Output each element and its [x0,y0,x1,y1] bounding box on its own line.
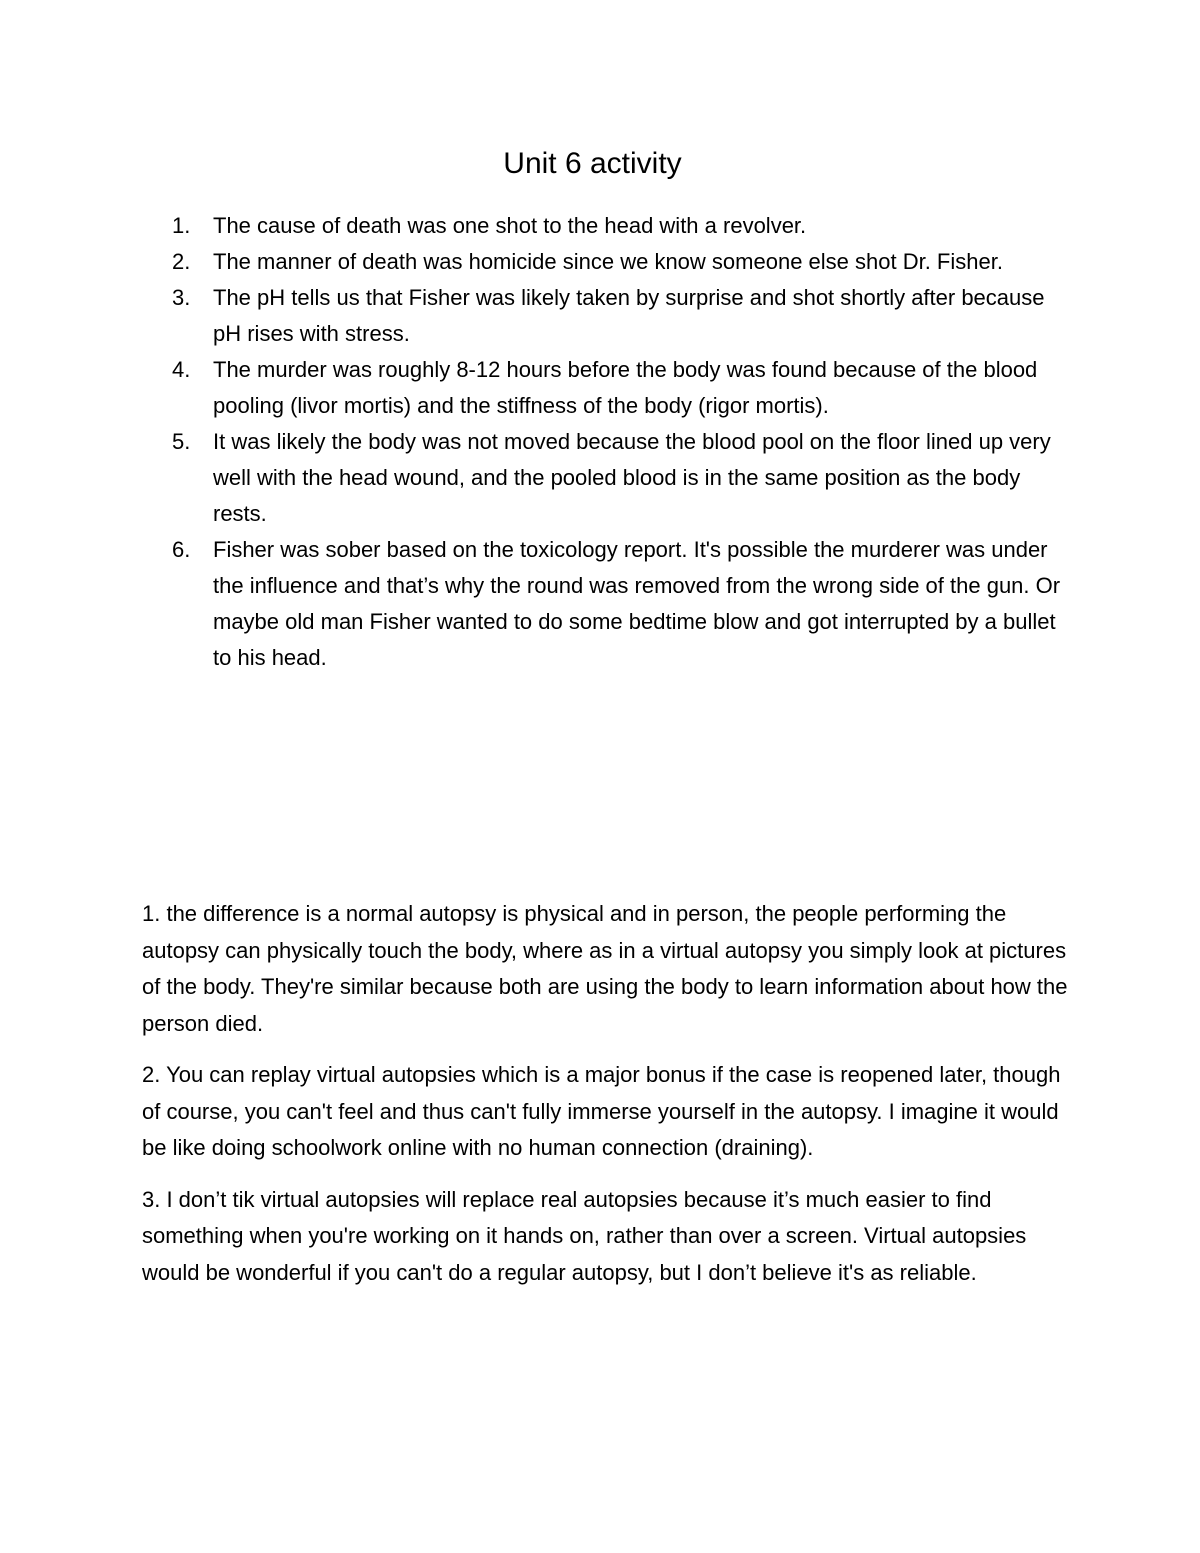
answer-list [172,208,1072,676]
list-item-number: 6. [172,537,191,562]
list-item-text: The murder was roughly 8-12 hours before the body was found because of the blood pooling (livor mortis) and the stiffness of the body (rigor mortis). [213,357,1038,418]
list-item-number: 1. [172,213,191,238]
list-item [172,244,1072,280]
paragraph: 3. I don’t tik virtual autopsies will replace real autopsies because it’s much easier to find something when you're working on it hands on, rather than over a screen. Virtual autopsies would be wonderful if you can't do a regular autopsy, but I don’t believe it's as reliable. [142,1186,1027,1285]
list-item-text: The pH tells us that Fisher was likely taken by surprise and shot shortly after because pH rises with stress. [213,285,1045,346]
list-item [172,532,1072,676]
list-item-number: 4. [172,357,191,382]
list-item-text: It was likely the body was not moved because the blood pool on the floor lined up very well with the head wound, and the pooled blood is in the same position as the body rests. [213,429,1051,526]
answer-paragraphs [142,896,1077,1306]
list-item [172,424,1072,532]
list-item [172,208,1072,244]
list-item-number: 5. [172,429,191,454]
list-item-text: Fisher was sober based on the toxicology report. It's possible the murderer was under the influence and that’s why the round was removed from the wrong side of the gun. Or maybe old man Fisher wanted to do some bedtime blow and got interrupted by a bullet to his head. [213,537,1061,670]
page-title: Unit 6 activity [503,147,682,180]
list-item-number: 2. [172,249,191,274]
list-item [172,352,1072,424]
list-item-text: The manner of death was homicide since we know someone else shot Dr. Fisher. [213,249,1003,274]
list-item [172,280,1072,352]
paragraph: 1. the difference is a normal autopsy is physical and in person, the people performing the autopsy can physically touch the body, where as in a virtual autopsy you simply look at pictures of the body. They're similar because both are using the body to learn information about how the person died. [142,901,1068,1036]
list-item-text: The cause of death was one shot to the head with a revolver. [213,213,807,238]
list-item-number: 3. [172,285,191,310]
paragraph: 2. You can replay virtual autopsies which is a major bonus if the case is reopened later, though of course, you can't feel and thus can't fully immerse yourself in the autopsy. I imagine it would be like doing schoolwork online with no human connection (draining). [142,1062,1061,1160]
